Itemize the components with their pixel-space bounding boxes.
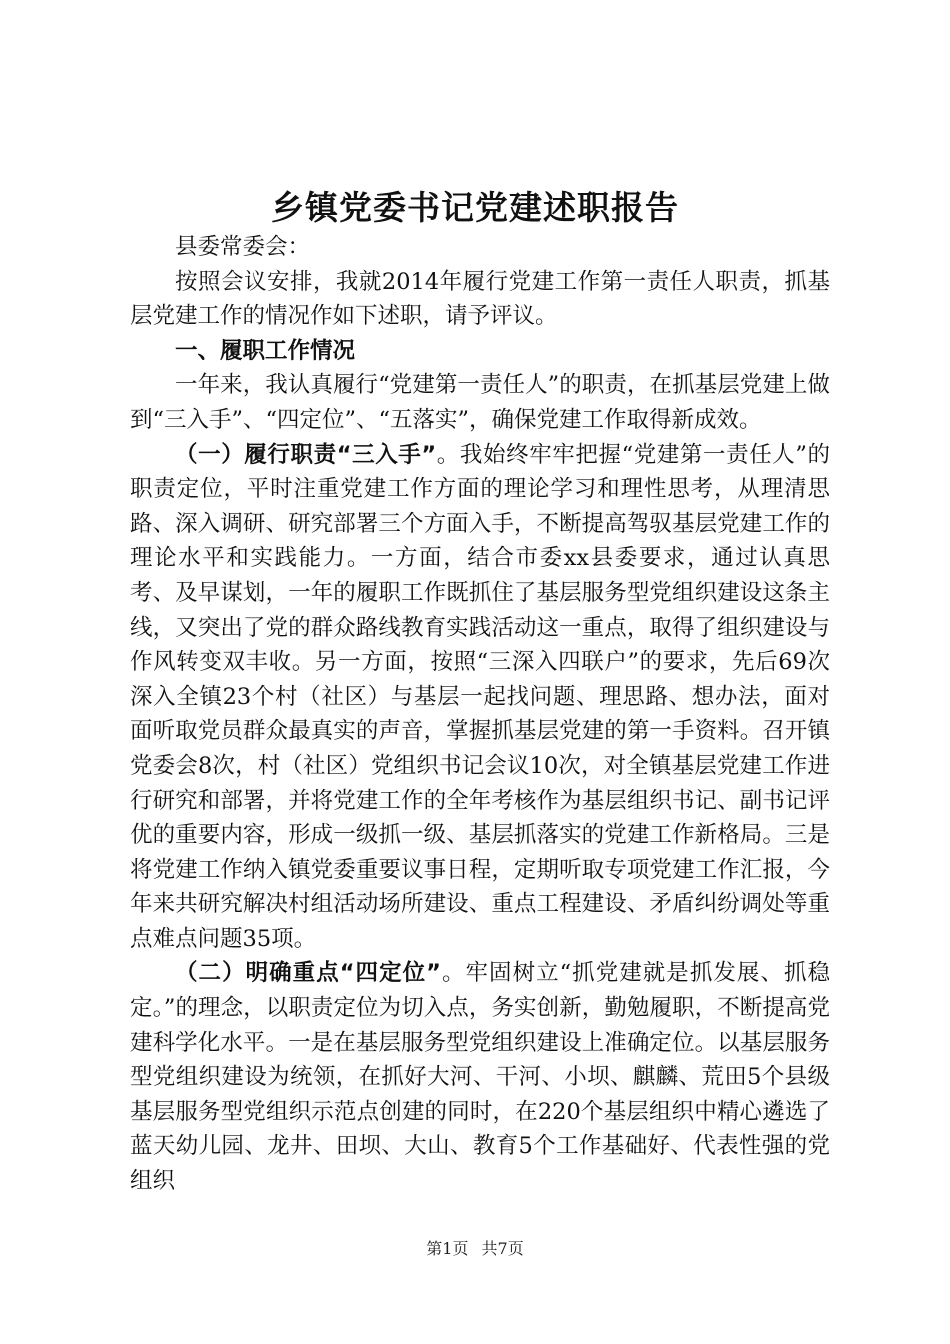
section-intro-paragraph: 一年来，我认真履行“党建第一责任人”的职责，在抓基层党建上做到“三入手”、“四定位”、“五落实”，确保党建工作取得新成效。 [130,372,830,433]
subsection-1-paragraph [130,438,830,957]
page-footer [0,1238,950,1260]
salutation: 县委常委会： [175,234,311,260]
document-body [130,230,830,1199]
page-total: 共7页 [481,1239,524,1258]
subsection-2-heading: （二）明确重点“四定位” [175,960,441,987]
subsection-1-heading: （一）履行职责“三入手” [175,441,437,468]
page-number: 第1页 [426,1239,469,1258]
subsection-2-text: 。牢固树立“抓党建就是抓发展、抓稳定。”的理念，以职责定位为切入点，务实创新，勤勉履职，不断提高党建科学化水平。一是在基层服务型党组织建设上准确定位。以基层服务型党组织建设为统领，在抓好大河、干河、小坝、麒麟、荒田5个县级基层服务型党组织示范点创建的同时，在220个基层组织中精心遴选了蓝天幼儿园、龙井、田坝、大山、教育5个工作基础好、代表性强的党组织 [130,960,830,1195]
section-heading: 一、履职工作情况 [175,337,356,364]
subsection-2-paragraph [130,956,830,1198]
intro-paragraph: 按照会议安排，我就2014年履行党建工作第一责任人职责，抓基层党建工作的情况作如下述职，请予评议。 [130,268,830,330]
subsection-1-text: 。我始终牢牢把握“党建第一责任人”的职责定位，平时注重党建工作方面的理论学习和理性思考，从理清思路、深入调研、研究部署三个方面入手，不断提高驾驭基层党建工作的理论水平和实践能力。一方面，结合市委xx县委要求，通过认真思考、及早谋划，一年的履职工作既抓住了基层服务型党组织建设这条主线，又突出了党的群众路线教育实践活动这一重点，取得了组织建设与作风转变双丰收。另一方面，按照“三深入四联户”的要求，先后69次深入全镇23个村（社区）与基层一起找问题、理思路、想办法，面对面听取党员群众最真实的声音，掌握抓基层党建的第一手资料。召开镇党委会8次，村（社区）党组织书记会议10次，对全镇基层党建工作进行研究和部署，并将党建工作的全年考核作为基层组织书记、副书记评优的重要内容，形成一级抓一级、基层抓落实的党建工作新格局。三是将党建工作纳入镇党委重要议事日程，定期听取专项党建工作汇报，今年来共研究解决村组活动场所建设、重点工程建设、矛盾纠纷调处等重点难点问题35项。 [130,441,830,952]
document-title: 乡镇党委书记党建述职报告 [271,188,679,227]
